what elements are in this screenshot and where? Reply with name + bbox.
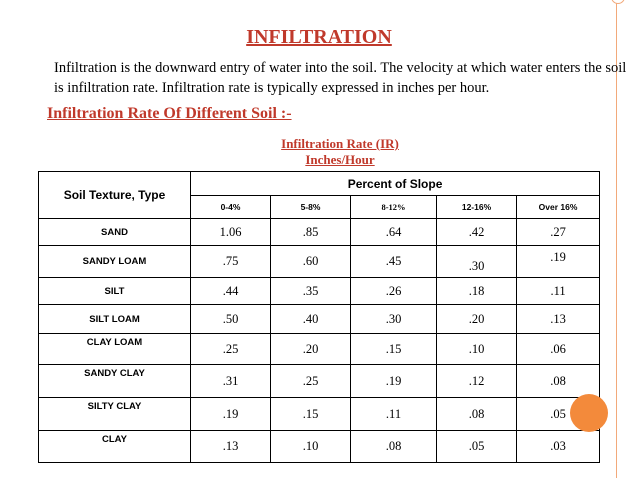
table-caption-line2: Inches/Hour: [305, 152, 375, 167]
table-row: [39, 278, 600, 305]
rate-cell: .26: [351, 278, 437, 305]
rate-cell: .11: [517, 278, 600, 305]
rate-cell: .45: [351, 246, 437, 278]
group-header-percent-slope: Percent of Slope: [191, 172, 600, 196]
soil-name: SANDY CLAY: [39, 365, 191, 398]
orange-circle-decoration: [570, 394, 608, 432]
rate-cell: .20: [437, 305, 517, 334]
table-row: [39, 398, 600, 431]
section-heading: Infiltration Rate Of Different Soil :-: [47, 105, 292, 122]
rate-cell: .35: [271, 278, 351, 305]
rate-cell: .60: [271, 246, 351, 278]
decorative-dot: [611, 0, 625, 4]
table-row: [39, 305, 600, 334]
soil-name: SANDY LOAM: [39, 246, 191, 278]
slope-header: 12-16%: [437, 196, 517, 219]
rate-cell: .19: [351, 365, 437, 398]
rate-cell: .05: [517, 398, 600, 431]
rate-cell: .19: [517, 246, 600, 278]
slope-header: 5-8%: [271, 196, 351, 219]
rate-cell: .15: [271, 398, 351, 431]
table-row: [39, 365, 600, 398]
soil-name: SILT LOAM: [39, 305, 191, 334]
page-title: INFILTRATION: [246, 26, 392, 48]
rate-cell: .08: [351, 431, 437, 463]
table-row: [39, 334, 600, 365]
table-row: [39, 431, 600, 463]
rate-cell: .31: [191, 365, 271, 398]
rate-cell: .06: [517, 334, 600, 365]
rate-cell: .08: [437, 398, 517, 431]
table-row: [39, 246, 600, 278]
intro-paragraph: Infiltration is the downward entry of water into the soil. The velocity at which water enters the soil is infiltration rate. Infiltration rate is typically expressed in inches per hour.: [54, 60, 627, 96]
rate-cell: .03: [517, 431, 600, 463]
soil-name: SILTY CLAY: [39, 398, 191, 431]
rate-cell: .05: [437, 431, 517, 463]
soil-name: SILT: [39, 278, 191, 305]
rate-cell: .64: [351, 219, 437, 246]
rate-cell: .10: [271, 431, 351, 463]
rate-cell: .25: [191, 334, 271, 365]
slope-header: 8-12%: [351, 196, 437, 219]
rate-cell: .10: [437, 334, 517, 365]
rate-cell: .40: [271, 305, 351, 334]
rate-cell: .42: [437, 219, 517, 246]
rate-cell: 1.06: [191, 219, 271, 246]
soil-name: CLAY LOAM: [39, 334, 191, 365]
rate-cell: .75: [191, 246, 271, 278]
table-caption-line1: Infiltration Rate (IR): [281, 136, 399, 151]
table-row: [39, 219, 600, 246]
rate-cell: .08: [517, 365, 600, 398]
rate-cell: .27: [517, 219, 600, 246]
slope-header: Over 16%: [517, 196, 600, 219]
rate-cell: .13: [517, 305, 600, 334]
rate-cell: .85: [271, 219, 351, 246]
infiltration-table: [38, 171, 600, 463]
slope-header: 0-4%: [191, 196, 271, 219]
row-header-soil-texture: Soil Texture, Type: [39, 172, 191, 219]
rate-cell: .25: [271, 365, 351, 398]
rate-cell: .20: [271, 334, 351, 365]
soil-name: SAND: [39, 219, 191, 246]
rate-cell: .30: [351, 305, 437, 334]
rate-cell: .13: [191, 431, 271, 463]
rate-cell: .50: [191, 305, 271, 334]
rate-cell: .18: [437, 278, 517, 305]
soil-name: CLAY: [39, 431, 191, 463]
rate-cell: .15: [351, 334, 437, 365]
rate-cell: .44: [191, 278, 271, 305]
rate-cell: .11: [351, 398, 437, 431]
rate-cell: .12: [437, 365, 517, 398]
table-caption: [260, 136, 420, 168]
rate-cell: .30: [437, 246, 517, 278]
rate-cell: .19: [191, 398, 271, 431]
